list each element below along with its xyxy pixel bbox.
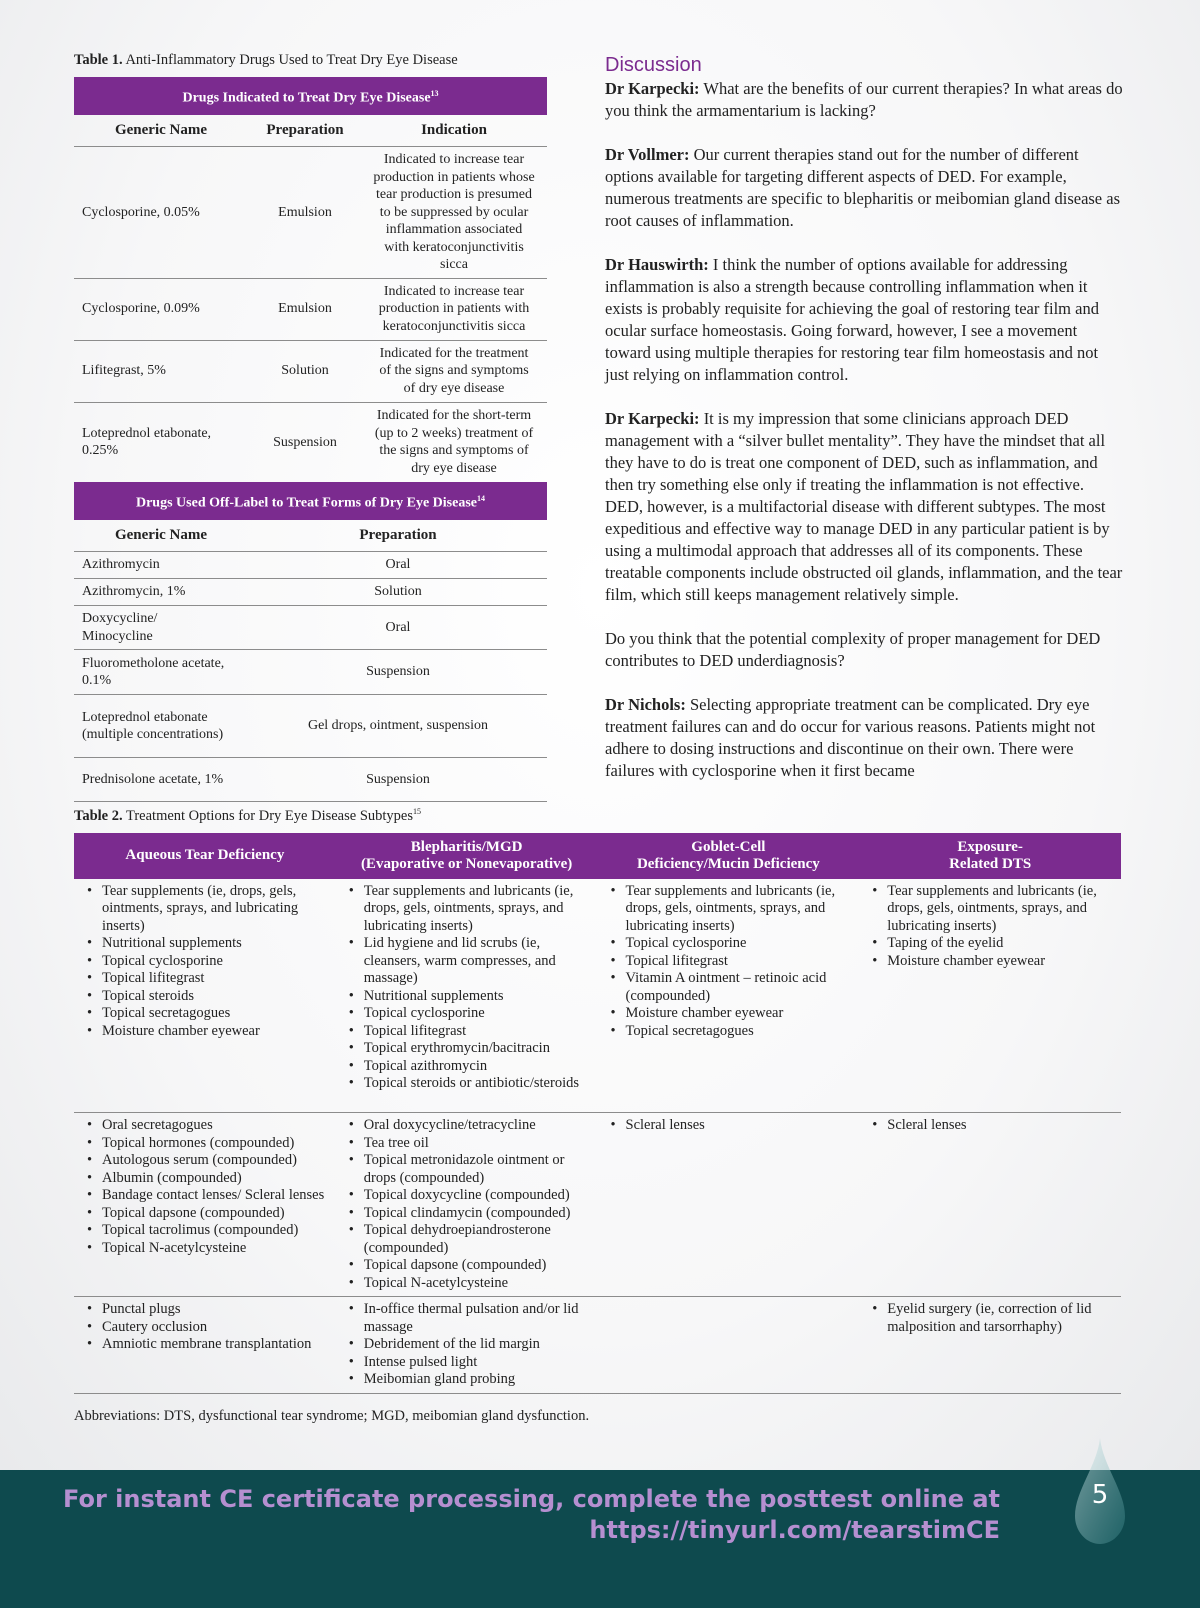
list-item: • Moisture chamber eyewear xyxy=(626,1005,854,1023)
footer-band xyxy=(0,1470,1200,1608)
treatment-list xyxy=(865,1301,1115,1336)
column-header-indication: Indication xyxy=(361,115,547,147)
table-cell xyxy=(336,1297,598,1394)
treatment-list xyxy=(80,1301,330,1354)
list-item: • Meibomian gland probing xyxy=(364,1371,592,1389)
list-item: • Topical hormones (compounded) xyxy=(102,1135,330,1153)
list-item: • Topical dehydroepiandrosterone (compounded) xyxy=(364,1222,592,1257)
table-row xyxy=(74,1297,1121,1394)
preparation: Gel drops, ointment, suspension xyxy=(249,695,547,758)
preparation: Suspension xyxy=(249,758,547,802)
discussion-paragraph: Dr Karpecki: It is my impression that some clinicians approach DED management with a “silver bullet mentality”. They have the mindset that all they have to do is treat one component of DED, such as inflammation, and then try something else only if treating the inflammation is not effective. DED, however, is a multifactorial disease with different subtypes. The most expeditious and effective way to manage DED in any particular patient is by using a multimodal approach that addresses all of its components. These treatable components include obstructed oil glands, inflammation, and the tear film, which still keeps management relatively simple. xyxy=(605,409,1123,604)
list-item: • Punctal plugs xyxy=(102,1301,330,1319)
list-item: • Topical secretagogues xyxy=(102,1005,330,1023)
treatment-list xyxy=(342,1117,592,1292)
table-cell xyxy=(74,1113,336,1297)
discussion-paragraph: Dr Karpecki: What are the benefits of our current therapies? In what areas do you think the armamentarium is lacking? xyxy=(605,79,1123,120)
list-item: • Topical erythromycin/bacitracin xyxy=(364,1040,592,1058)
list-item: • Topical cyclosporine xyxy=(626,935,854,953)
list-item: • Topical secretagogues xyxy=(626,1023,854,1041)
treatment-list xyxy=(604,1117,854,1135)
list-item: • Topical azithromycin xyxy=(364,1058,592,1076)
indication: Indicated to increase tear production in patients with keratoconjunctivitis sicca xyxy=(361,278,547,340)
table-2-column-header xyxy=(859,833,1121,879)
list-item: • Topical cyclosporine xyxy=(364,1005,592,1023)
header-line: Related DTS xyxy=(949,855,1032,872)
list-item: • Topical steroids xyxy=(102,988,330,1006)
generic-name: Prednisolone acetate, 1% xyxy=(74,758,249,802)
generic-name: Loteprednol etabonate (multiple concentrations) xyxy=(74,695,249,758)
preparation: Oral xyxy=(249,606,547,650)
generic-name: Azithromycin, 1% xyxy=(74,579,249,606)
list-item: • Eyelid surgery (ie, correction of lid malposition and tarsorrhaphy) xyxy=(887,1301,1115,1336)
generic-name: Azithromycin xyxy=(74,552,249,579)
table-cell xyxy=(859,879,1121,1113)
preparation: Suspension xyxy=(249,650,547,695)
list-item: • Lid hygiene and lid scrubs (ie, cleansers, warm compresses, and massage) xyxy=(364,935,592,988)
table-1-section-offlabel: Drugs Used Off-Label to Treat Forms of Dry Eye Disease$^{14}$ xyxy=(74,482,547,520)
table-row xyxy=(74,1113,1121,1297)
discussion-paragraph: Do you think that the potential complexity of proper management for DED contributes to DED underdiagnosis? xyxy=(605,629,1101,670)
discussion-paragraph: Dr Nichols: Selecting appropriate treatment can be complicated. Dry eye treatment failures can and do occur for various reasons. Patients might not adhere to dosing instructions and discontinue on their own. There were failures with cyclosporine when it first became xyxy=(605,695,1096,780)
generic-name: Cyclosporine, 0.05% xyxy=(74,147,249,279)
list-item: • Topical N-acetylcysteine xyxy=(102,1240,330,1258)
list-item: • Topical metronidazole ointment or drops (compounded) xyxy=(364,1152,592,1187)
table-2-caption: Table 2. Treatment Options for Dry Eye Disease Subtypes$^{15}$ xyxy=(74,807,421,824)
list-item: • Topical N-acetylcysteine xyxy=(364,1275,592,1293)
table-row xyxy=(74,758,547,802)
table-row xyxy=(74,606,547,650)
discussion-heading: Discussion xyxy=(605,54,702,76)
table-cell xyxy=(859,1113,1121,1297)
list-item: • Moisture chamber eyewear xyxy=(102,1023,330,1041)
list-item: • Taping of the eyelid xyxy=(887,935,1115,953)
list-item: • Topical lifitegrast xyxy=(364,1023,592,1041)
table-1-grid xyxy=(74,77,547,802)
discussion-section xyxy=(605,52,1125,804)
column-header-preparation: Preparation xyxy=(249,115,361,147)
list-item: • Debridement of the lid margin xyxy=(364,1336,592,1354)
column-header-generic-name: Generic Name xyxy=(74,115,249,147)
treatment-list xyxy=(80,1117,330,1257)
list-item: • Topical dapsone (compounded) xyxy=(364,1257,592,1275)
table-row xyxy=(74,278,547,340)
treatment-list xyxy=(865,1117,1115,1135)
list-item: • In-office thermal pulsation and/or lid massage xyxy=(364,1301,592,1336)
list-item: • Topical clindamycin (compounded) xyxy=(364,1205,592,1223)
list-item: • Amniotic membrane transplantation xyxy=(102,1336,330,1354)
list-item: • Scleral lenses xyxy=(626,1117,854,1135)
column-header-generic-name: Generic Name xyxy=(74,520,249,552)
generic-name: Cyclosporine, 0.09% xyxy=(74,278,249,340)
header-line: Exposure- xyxy=(957,838,1023,855)
table-1-section-indicated: Drugs Indicated to Treat Dry Eye Disease$^{13}$ xyxy=(74,77,547,115)
header-line: Deficiency/Mucin Deficiency xyxy=(636,855,820,872)
treatment-list xyxy=(342,883,592,1093)
table-row xyxy=(74,340,547,402)
table-cell xyxy=(336,879,598,1113)
list-item: • Moisture chamber eyewear xyxy=(887,953,1115,971)
list-item: • Topical lifitegrast xyxy=(626,953,854,971)
list-item: • Tear supplements and lubricants (ie, drops, gels, ointments, sprays, and lubricating inserts) xyxy=(364,883,592,936)
list-item: • Albumin (compounded) xyxy=(102,1170,330,1188)
list-item: • Nutritional supplements xyxy=(364,988,592,1006)
table-cell xyxy=(74,1297,336,1394)
table-row xyxy=(74,879,1121,1113)
indication: Indicated for the treatment of the signs and symptoms of dry eye disease xyxy=(361,340,547,402)
preparation: Suspension xyxy=(273,434,337,450)
table-cell xyxy=(74,879,336,1113)
page-number: 5 xyxy=(1091,1480,1109,1510)
table-row xyxy=(74,552,547,579)
table-cell xyxy=(598,1113,860,1297)
table-row xyxy=(74,579,547,606)
header-line: Aqueous Tear Deficiency xyxy=(125,847,285,864)
discussion-paragraph: Dr Vollmer: Our current therapies stand out for the number of different options available for targeting different aspects of DED. For example, numerous treatments are specific to blepharitis or meibomian gland disease as root causes of inflammation. xyxy=(605,145,1121,230)
list-item: • Scleral lenses xyxy=(887,1117,1115,1135)
preparation: Emulsion xyxy=(249,278,361,340)
posttest-url[interactable]: https://tinyurl.com/tearstimCE xyxy=(589,1516,1000,1544)
treatment-list xyxy=(80,883,330,1041)
table-2-column-header xyxy=(74,833,336,879)
abbreviations-note: Abbreviations: DTS, dysfunctional tear syndrome; MGD, meibomian gland dysfunction. xyxy=(74,1408,590,1424)
list-item: • Topical lifitegrast xyxy=(102,970,330,988)
table-cell xyxy=(598,879,860,1113)
list-item: • Tear supplements and lubricants (ie, drops, gels, ointments, sprays, and lubricating inserts) xyxy=(887,883,1115,936)
table-2-grid xyxy=(74,833,1121,1394)
generic-name: Doxycycline/ Minocycline xyxy=(74,606,249,650)
list-item: • Nutritional supplements xyxy=(102,935,330,953)
indication: Indicated to increase tear production in patients whose tear production is presumed to be suppressed by ocular inflammation associated with keratoconjunctivitis sicca xyxy=(361,147,547,279)
table-row xyxy=(74,650,547,695)
treatment-list xyxy=(342,1301,592,1389)
table-2-column-header xyxy=(336,833,598,879)
treatment-list xyxy=(865,883,1115,971)
preparation: Oral xyxy=(249,552,547,579)
preparation: Emulsion xyxy=(249,147,361,279)
posttest-line-1: For instant CE certificate processing, complete the posttest online at xyxy=(63,1485,1000,1513)
header-line: Goblet-Cell xyxy=(691,838,766,855)
table-row xyxy=(74,695,547,758)
posttest-callout xyxy=(63,1484,1000,1546)
list-item: • Topical dapsone (compounded) xyxy=(102,1205,330,1223)
list-item: • Tear supplements (ie, drops, gels, ointments, sprays, and lubricating inserts) xyxy=(102,883,330,936)
header-line: Blepharitis/MGD xyxy=(410,838,523,855)
treatment-list xyxy=(604,883,854,1041)
list-item: • Vitamin A ointment – retinoic acid (compounded) xyxy=(626,970,854,1005)
preparation: Solution xyxy=(249,340,361,402)
table-1-caption: Table 1. Anti-Inflammatory Drugs Used to Treat Dry Eye Disease xyxy=(74,52,458,68)
list-item: • Oral secretagogues xyxy=(102,1117,330,1135)
table-row xyxy=(74,402,547,482)
list-item: • Topical steroids or antibiotic/steroids xyxy=(364,1075,592,1093)
table-cell xyxy=(336,1113,598,1297)
header-line: (Evaporative or Nonevaporative) xyxy=(360,855,573,872)
list-item: • Autologous serum (compounded) xyxy=(102,1152,330,1170)
column-header-preparation: Preparation xyxy=(249,520,547,552)
list-item: • Topical cyclosporine xyxy=(102,953,330,971)
list-item: • Oral doxycycline/tetracycline xyxy=(364,1117,592,1135)
list-item: • Cautery occlusion xyxy=(102,1319,330,1337)
table-1 xyxy=(74,52,547,802)
table-cell xyxy=(598,1297,860,1394)
list-item: • Bandage contact lenses/ Scleral lenses xyxy=(102,1187,330,1205)
list-item: • Tear supplements and lubricants (ie, drops, gels, ointments, sprays, and lubricating inserts) xyxy=(626,883,854,936)
list-item: • Tea tree oil xyxy=(364,1135,592,1153)
generic-name: Loteprednol etabonate, 0.25% xyxy=(82,425,212,459)
table-row xyxy=(74,147,547,279)
generic-name: Lifitegrast, 5% xyxy=(74,340,249,402)
list-item: • Topical doxycycline (compounded) xyxy=(364,1187,592,1205)
table-2-column-header xyxy=(598,833,860,879)
list-item: • Intense pulsed light xyxy=(364,1354,592,1372)
generic-name: Fluorometholone acetate, 0.1% xyxy=(74,650,249,695)
list-item: • Topical tacrolimus (compounded) xyxy=(102,1222,330,1240)
table-2 xyxy=(74,807,1121,1394)
preparation: Solution xyxy=(249,579,547,606)
indication: Indicated for the short-term (up to 2 weeks) treatment of the signs and symptoms of dry eye disease xyxy=(374,408,534,476)
table-cell xyxy=(859,1297,1121,1394)
discussion-paragraph: Dr Hauswirth: I think the number of options available for addressing inflammation is also a strength because controlling inflammation when it exists is probably requisite for achieving the goal of restoring tear film and ocular surface homeostasis. Going forward, however, I see a movement toward using multiple therapies for restoring tear film homeostasis and not just relying on inflammation control. xyxy=(605,255,1099,384)
